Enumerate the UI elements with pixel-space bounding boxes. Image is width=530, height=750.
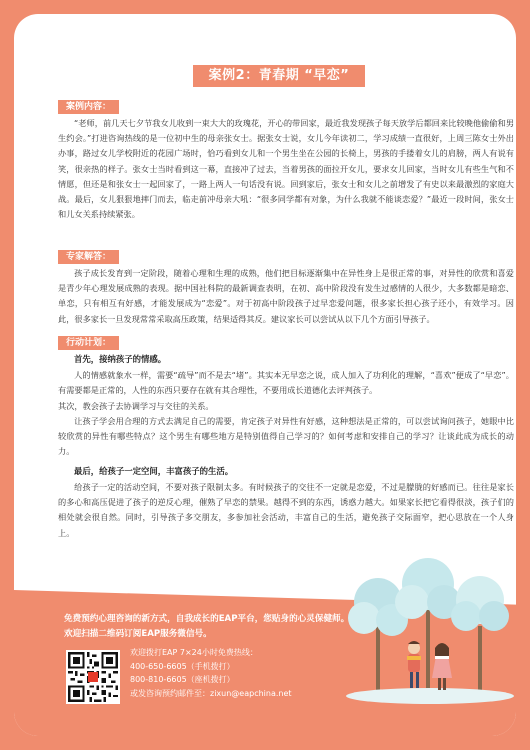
point3-text-body: 给孩子一定的活动空间，不要对孩子限制太多。有时候孩子的交往不一定就是恋爱，不过是朦胧的好感而已。往往是家长的多心和高压促进了孩子的逆反心理，催熟了早恋的禁果。越得不到的东西，诱惑力越大。如果家长把它看得很淡，孩子们的相处就会很自然。同时，引导孩子多交朋友，多参加社会活动，丰富自己的生活，避免孩子交际面窄，把心思放在一个人身上。 bbox=[58, 482, 514, 538]
case-text-body: “老师，前几天七夕节我女儿收到一束大大的玫瑰花，开心的带回家，最近我发现孩子每天放学后都回来比较晚他偷偷和男生约会。”打进咨询热线的是一位初中生的母亲张女士。据张女士说，女儿今年读初二，学习成绩一直很好，上周三陈女士外出办事，路过女儿学校附近的花园广场时，恰巧看到女儿和一个男生坐在公园的长椅上，男孩的手搂着女儿的肩膀，两人有说有笑，很亲热的样子。张女士当时看到这一幕，直接冲了过去，当着男孩的面拉开女儿，要求女儿回家，当时女儿有些生气和不情愿，但还是和张女士一起回家了，一路上两人一句话没有说。回到家后，张女士和女儿之前增发了有史以来最激烈的家庭大战。最后，女儿狠狠地摔门而去，临走前冲母亲大吼：“很多同学都有对象，为什么我就不能谈恋爱？”最近一段时间，张女士和儿女关系持续紧张。 bbox=[58, 118, 514, 220]
flyer-card bbox=[14, 14, 516, 736]
qr-code-graphic bbox=[68, 652, 118, 702]
promo-line-1: 免费预约心理咨询的新方式，自我成长的EAP平台，您贴身的心灵保健师。 bbox=[64, 614, 350, 624]
expert-text bbox=[58, 266, 514, 327]
winter-couple-illustration bbox=[344, 556, 516, 706]
case-tag: 案例内容： bbox=[58, 100, 119, 114]
point2-text-body: 让孩子学会用合理的方式去满足自己的需要，肯定孩子对异性有好感，这种想法是正常的，可以尝试询问孩子，她眼中比较欣赏的异性有哪些特点？这个男生有哪些地方是特别值得自己学习的？如何考虑和安排自己的学习？让谈此成为成长的动力。 bbox=[58, 416, 514, 457]
snow-ground bbox=[346, 688, 514, 704]
hotline-title: 欢迎拨打EAP 7×24小时免费热线： bbox=[130, 648, 258, 657]
expert-text-body: 孩子成长发育到一定阶段，随着心理和生理的成熟，他们把目标逐渐集中在异性身上是很正常的事，对异性的欣赏和喜爱是青少年心理发展成熟的表现。据中国社科院的最新调查表明，在初、高中阶段没有发生过感情的人很少，大多数都是暗恋、单恋，只有相互有好感，才能发展成为“恋爱”。对于初高中阶段孩子过早恋爱问题，很多家长担心孩子还小，有效学习。因此，很多家长一旦发现常常采取高压政策，结果适得其反。建议家长可以尝试从以下几个方面引导孩子。 bbox=[58, 268, 514, 324]
winter-scene-svg bbox=[344, 556, 516, 706]
point2-intro-body: 其次，教会孩子去协调学习与交往的关系。 bbox=[58, 401, 214, 411]
case-text bbox=[58, 116, 514, 222]
contact-info bbox=[130, 646, 350, 700]
point3-text bbox=[58, 480, 514, 541]
point1-text bbox=[58, 368, 514, 398]
expert-tag: 专家解答： bbox=[58, 250, 119, 264]
page-title: 案例2：青春期 “早恋” bbox=[193, 65, 365, 87]
email-line[interactable]: 或发咨询预约邮件至：zixun@eapchina.net bbox=[130, 688, 292, 698]
point1-title: 首先，接纳孩子的情感。 bbox=[74, 354, 167, 364]
tree-right bbox=[451, 576, 509, 692]
action-tag: 行动计划： bbox=[58, 336, 119, 350]
point1-text-body: 人的情感就象水一样，需要“疏导”而不是去“堵”。其实本无早恋之说，成人加入了功利化的理解，“喜欢”便成了“早恋”。有需要都是正常的，人性的东西只要存在就有其合理性，不要用成长道德化去评判孩子。 bbox=[58, 370, 514, 396]
girl-figure bbox=[432, 643, 452, 690]
phone-landline[interactable]: 800-810-6605（座机拨打） bbox=[130, 675, 235, 685]
phone-mobile[interactable]: 400-650-6605（手机拨打） bbox=[130, 661, 235, 671]
promo-text bbox=[64, 612, 364, 642]
point2-text bbox=[58, 414, 514, 460]
boy-figure bbox=[407, 641, 421, 688]
point3-title: 最后，给孩子一定空间，丰富孩子的生活。 bbox=[74, 466, 234, 476]
qr-code-icon[interactable] bbox=[66, 650, 120, 704]
point2-intro bbox=[58, 399, 514, 414]
promo-line-2: 欢迎扫描二维码订阅EAP服务微信号。 bbox=[64, 629, 212, 639]
